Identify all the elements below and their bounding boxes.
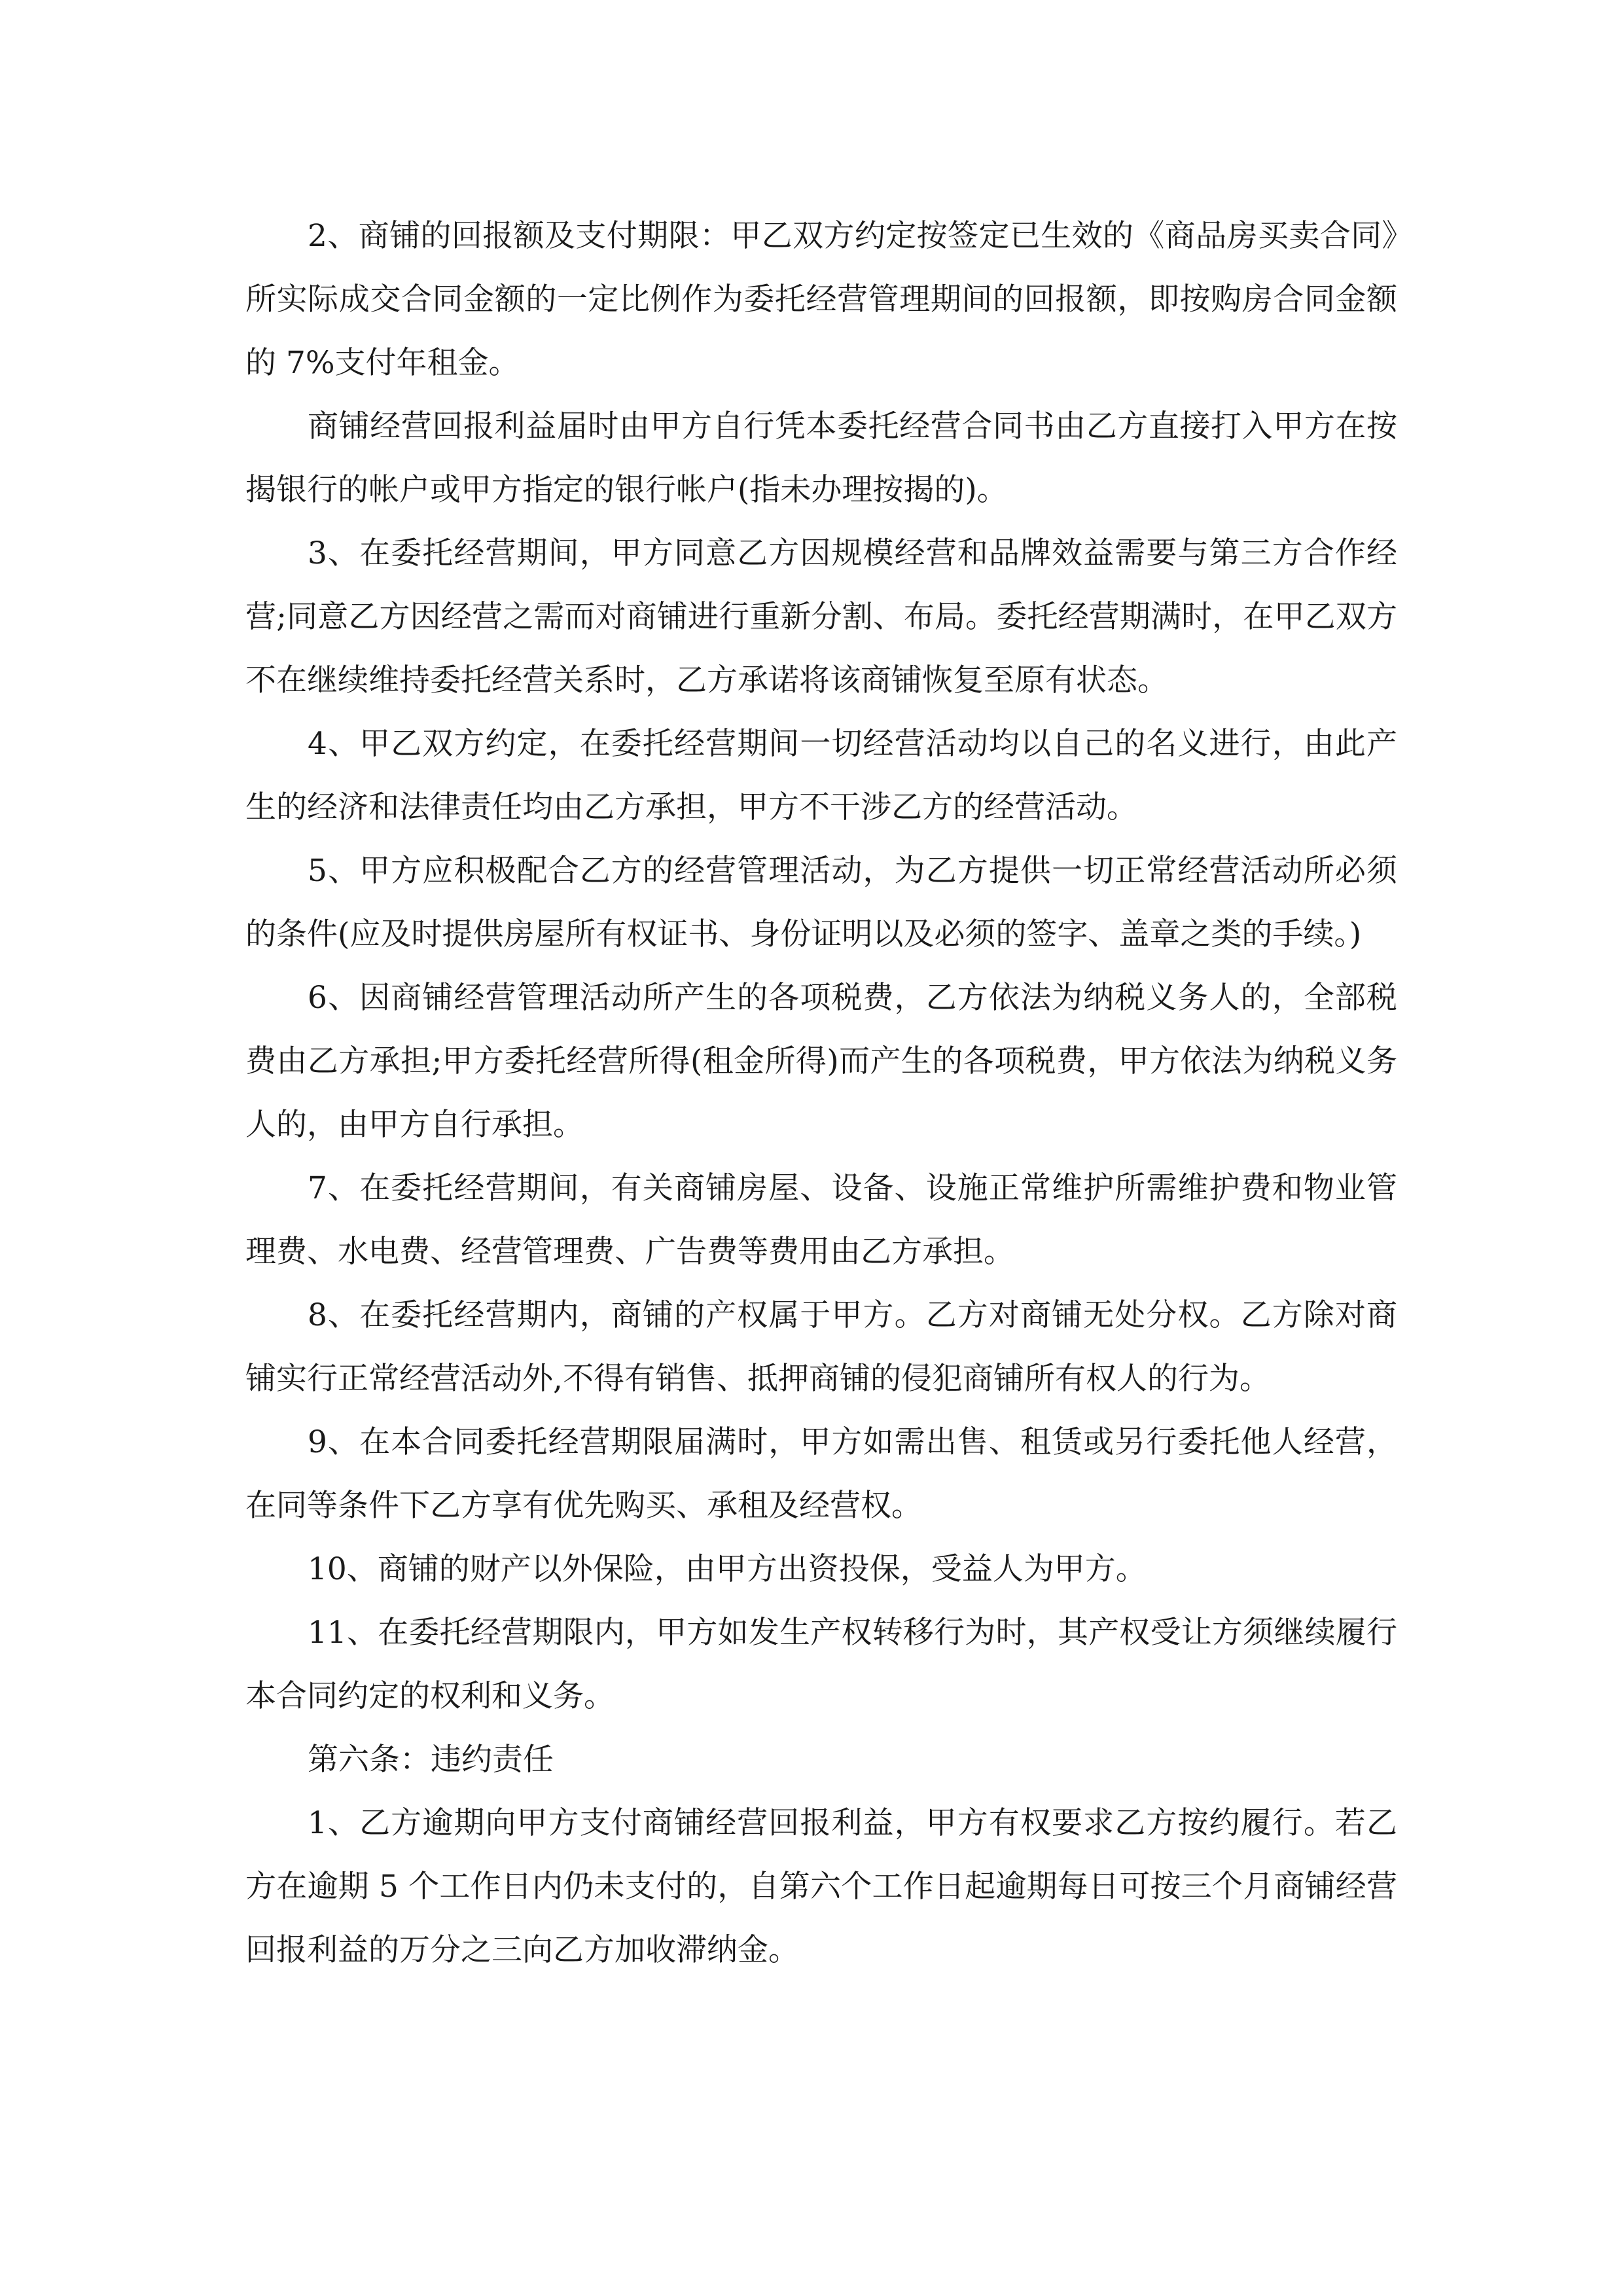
clause-11-transfer: 11、在委托经营期限内，甲方如发生产权转移行为时，其产权受让方须继续履行本合同约定的权利和义务。 — [245, 1615, 1397, 1714]
clause-2-payment-terms: 2、商铺的回报额及支付期限：甲乙双方约定按签定已生效的《商品房买卖合同》所实际成交合同金额的一定比例作为委托经营管理期间的回报额，即按购房合同金额的 7%支付年租金。 — [245, 218, 1397, 381]
clause-2-payment-method: 商铺经营回报利益届时由甲方自行凭本委托经营合同书由乙方直接打入甲方在按揭银行的帐户或甲方指定的银行帐户(指未办理按揭的)。 — [245, 408, 1397, 508]
article-6-clause-1-late-payment: 1、乙方逾期向甲方支付商铺经营回报利益，甲方有权要求乙方按约履行。若乙方在逾期 5 个工作日内仍未支付的，自第六个工作日起逾期每日可按三个月商铺经营回报利益的万分之三向乙方加收滞纳金。 — [245, 1805, 1397, 1968]
clause-8-ownership: 8、在委托经营期内，商铺的产权属于甲方。乙方对商铺无处分权。乙方除对商铺实行正常经营活动外,不得有销售、抵押商铺的侵犯商铺所有权人的行为。 — [245, 1297, 1397, 1397]
clause-10-insurance: 10、商铺的财产以外保险，由甲方出资投保，受益人为甲方。 — [308, 1551, 1147, 1587]
clause-9-priority-rights: 9、在本合同委托经营期限届满时，甲方如需出售、租赁或另行委托他人经营，在同等条件下乙方享有优先购买、承租及经营权。 — [245, 1424, 1397, 1524]
contract-body — [245, 204, 1397, 1982]
clause-4-liability: 4、甲乙双方约定，在委托经营期间一切经营活动均以自己的名义进行，由此产生的经济和法律责任均由乙方承担，甲方不干涉乙方的经营活动。 — [245, 726, 1397, 825]
clause-3-cooperation: 3、在委托经营期间，甲方同意乙方因规模经营和品牌效益需要与第三方合作经营;同意乙方因经营之需而对商铺进行重新分割、布局。委托经营期满时，在甲乙双方不在继续维持委托经营关系时，乙方承诺将该商铺恢复至原有状态。 — [245, 535, 1397, 698]
clause-5-assistance: 5、甲方应积极配合乙方的经营管理活动，为乙方提供一切正常经营活动所必须的条件(应及时提供房屋所有权证书、身份证明以及必须的签字、盖章之类的手续。) — [245, 853, 1397, 952]
clause-7-fees: 7、在委托经营期间，有关商铺房屋、设备、设施正常维护所需维护费和物业管理费、水电费、经营管理费、广告费等费用由乙方承担。 — [245, 1170, 1397, 1270]
article-6-heading: 第六条：违约责任 — [308, 1742, 554, 1778]
clause-6-taxes: 6、因商铺经营管理活动所产生的各项税费，乙方依法为纳税义务人的，全部税费由乙方承担;甲方委托经营所得(租金所得)而产生的各项税费，甲方依法为纳税义务人的，由甲方自行承担。 — [245, 980, 1397, 1143]
